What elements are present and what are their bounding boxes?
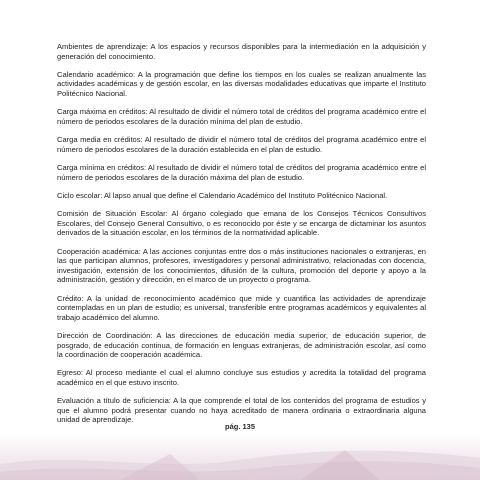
- glossary-entry-ambientes: Ambientes de aprendizaje: A los espacios y recursos disponibles para la intermediación en la adquisición y generación del conocimiento.: [57, 42, 426, 61]
- glossary-entry-cooperacion: Cooperación académica: A las acciones conjuntas entre dos o más instituciones nacionales o extranjeras, en las que participan alumnos, profesores, investigadores y personal administrativo, relacionadas con docencia, investigación, extensión de los conocimientos, difusión de la cultura, promoción del deporte y apoyo a la administración, gestión y dirección, en el marco de un proyecto o programa.: [57, 246, 426, 285]
- decorative-footer-band: [0, 434, 480, 480]
- glossary-entry-direccion: Dirección de Coordinación: A las direcciones de educación media superior, de educación superior, de posgrado, de educación continua, de formación en lenguas extranjeras, de administración escolar, así como la coordinación de cooperación académica.: [57, 331, 426, 360]
- page-number: pág. 135: [224, 422, 255, 431]
- glossary-entry-calendario: Calendario académico: A la programación que define los tiempos en los cuales se realizan anualmente las actividades académicas y de gestión escolar, en las diversas modalidades educativas que imparte el Instituto Politécnico Nacional.: [57, 69, 426, 98]
- glossary-entry-egreso: Egreso: Al proceso mediante el cual el alumno concluye sus estudios y acredita la totalidad del programa académico en el que estuvo inscrito.: [57, 368, 426, 387]
- glossary-entry-evaluacion: Evaluación a título de suficiencia: A la que comprende el total de los contenidos del programa de estudios y que el alumno podrá presentar cuando no haya acreditado de manera ordinaria o extraordinaria alguna unidad de aprendizaje.: [57, 396, 426, 425]
- glossary-entry-comision: Comisión de Situación Escolar: Al órgano colegiado que emana de los Consejos Técnicos Consultivos Escolares, del Consejo General Consultivo, o es reconocido por éste y se encarga de dictaminar los asuntos derivados de la situación escolar, en los términos de la normatividad aplicable.: [57, 209, 426, 238]
- glossary-entry-ciclo-escolar: Ciclo escolar: Al lapso anual que define el Calendario Académico del Instituto Politécnico Nacional.: [57, 190, 388, 200]
- footer-wave-graphic: [0, 434, 480, 480]
- glossary-entry-credito: Crédito: A la unidad de reconocimiento académico que mide y cuantifica las actividades de aprendizaje contempladas en un plan de estudio; es universal, transferible entre programas académicos y equivalentes al trabajo académico del alumno.: [57, 293, 426, 322]
- glossary-body: [57, 42, 426, 434]
- glossary-entry-carga-minima: Carga mínima en créditos: Al resultado de dividir el número total de créditos del programa académico entre el número de periodos escolares de la duración máxima del plan de estudio.: [57, 163, 426, 182]
- glossary-entry-carga-media: Carga media en créditos: Al resultado de dividir el número total de créditos del programa académico entre el número de periodos escolares de la duración establecida en el plan de estudio.: [57, 135, 426, 154]
- glossary-entry-carga-maxima: Carga máxima en créditos: Al resultado de dividir el número total de créditos del programa académico entre el número de periodos escolares de la duración mínima del plan de estudio.: [57, 107, 426, 126]
